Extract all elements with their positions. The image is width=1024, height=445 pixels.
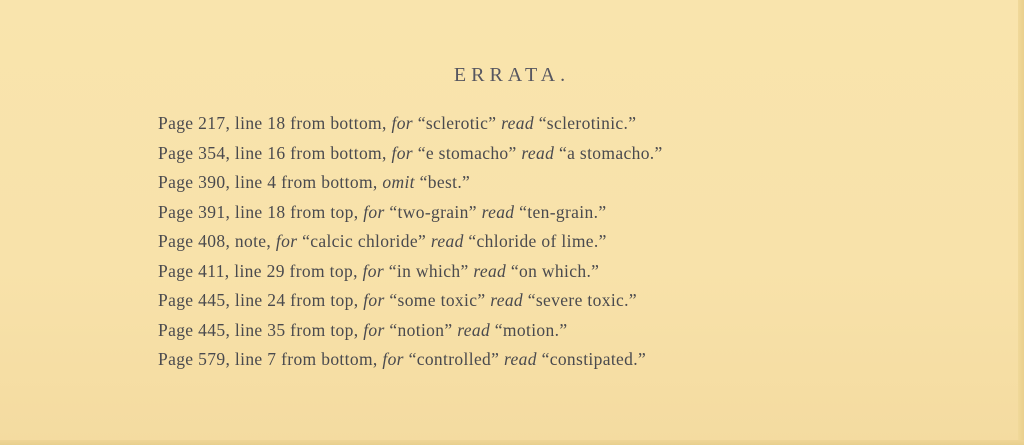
entry-original: “sclerotic” bbox=[417, 113, 497, 133]
entry-directive: for bbox=[275, 231, 298, 251]
entry-correction: “motion.” bbox=[494, 319, 568, 340]
entry-directive: for bbox=[391, 113, 413, 133]
entry-directive: read bbox=[521, 142, 555, 163]
entry-directive: read bbox=[457, 319, 491, 340]
entry-directive: read bbox=[473, 260, 507, 281]
entry-correction: “on which.” bbox=[510, 260, 600, 281]
errata-entry bbox=[158, 316, 663, 346]
entry-original: “some toxic” bbox=[389, 290, 486, 310]
entry-location: Page 354, line 16 from bottom, bbox=[158, 142, 387, 163]
entry-location: Page 445, line 24 from top, bbox=[158, 290, 359, 310]
entry-original: “notion” bbox=[389, 319, 453, 340]
errata-entry bbox=[158, 139, 663, 169]
entry-correction: “constipated.” bbox=[541, 349, 647, 369]
entry-directive: for bbox=[363, 201, 385, 222]
errata-entry bbox=[158, 257, 663, 287]
entry-location: Page 579, line 7 from bottom, bbox=[158, 349, 378, 369]
entry-directive: read bbox=[430, 231, 464, 251]
entry-directive: read bbox=[501, 113, 534, 133]
entry-correction: “ten-grain.” bbox=[519, 201, 607, 222]
entry-location: Page 411, line 29 from top, bbox=[158, 260, 358, 281]
entry-location: Page 217, line 18 from bottom, bbox=[158, 113, 387, 133]
entry-location: Page 445, line 35 from top, bbox=[158, 319, 359, 340]
errata-list bbox=[158, 109, 663, 375]
entry-directive: omit bbox=[382, 172, 415, 192]
entry-location: Page 408, note, bbox=[158, 231, 272, 251]
entry-original: “calcic chloride” bbox=[302, 231, 427, 251]
entry-original: “controlled” bbox=[408, 349, 500, 369]
errata-entry bbox=[158, 227, 663, 257]
entry-location: Page 390, line 4 from bottom, bbox=[158, 172, 378, 192]
entry-correction: “chloride of lime.” bbox=[468, 231, 607, 251]
errata-entry bbox=[158, 286, 663, 316]
entry-original: “best.” bbox=[419, 172, 471, 192]
errata-entry bbox=[158, 109, 663, 139]
entry-directive: for bbox=[391, 142, 413, 163]
entry-directive: for bbox=[382, 349, 404, 369]
entry-original: “in which” bbox=[388, 260, 469, 281]
entry-directive: for bbox=[363, 319, 385, 340]
entry-directive: for bbox=[362, 260, 385, 281]
entry-directive: read bbox=[504, 349, 537, 369]
entry-correction: “severe toxic.” bbox=[527, 290, 637, 310]
entry-original: “e stomacho” bbox=[417, 142, 517, 163]
page-bottom-edge bbox=[0, 440, 1024, 445]
errata-entry bbox=[158, 168, 663, 198]
entry-correction: “a stomacho.” bbox=[558, 142, 663, 163]
entry-correction: “sclerotinic.” bbox=[538, 113, 637, 133]
entry-directive: read bbox=[481, 201, 515, 222]
errata-entry bbox=[158, 345, 663, 375]
errata-entry bbox=[158, 198, 663, 228]
entry-location: Page 391, line 18 from top, bbox=[158, 201, 359, 222]
entry-directive: for bbox=[363, 290, 385, 310]
entry-directive: read bbox=[490, 290, 524, 310]
entry-original: “two-grain” bbox=[389, 201, 477, 222]
page-title: ERRATA. bbox=[453, 64, 571, 86]
